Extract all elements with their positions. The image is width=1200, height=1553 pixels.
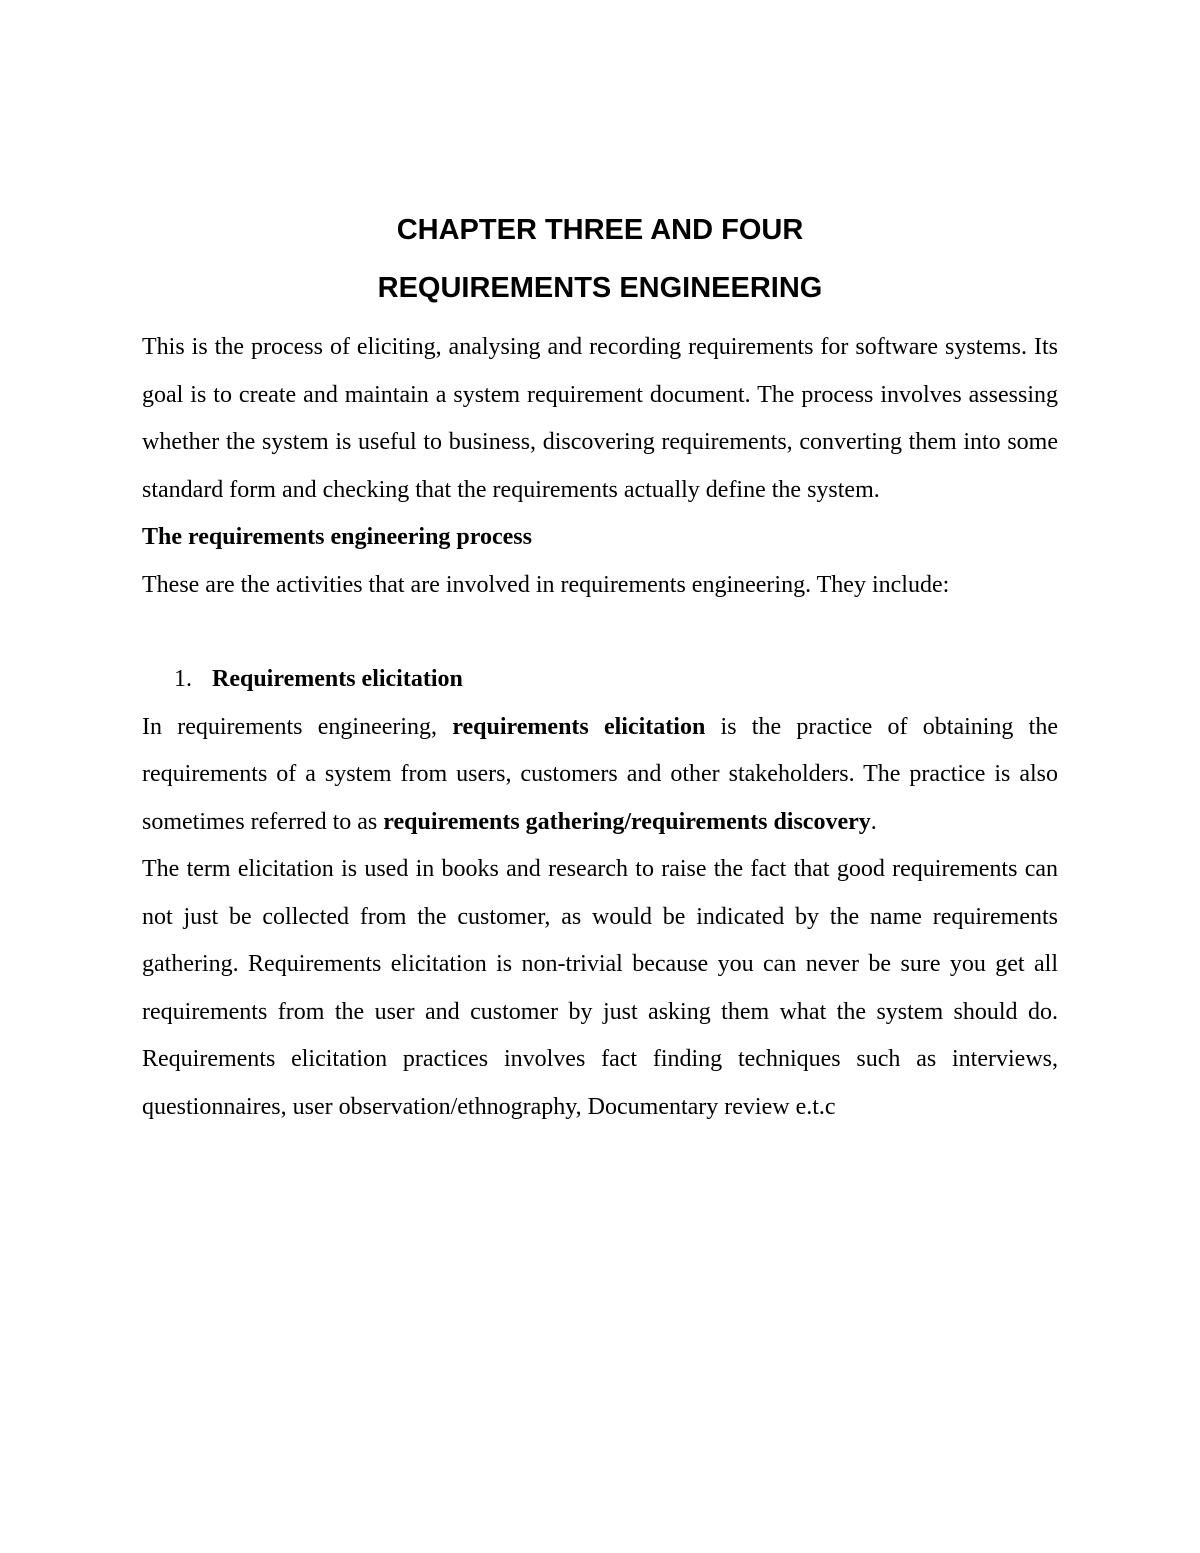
elicitation-text-part1: In requirements engineering, [142,713,453,740]
elicitation-text-part3: . [870,808,877,835]
section-title: REQUIREMENTS ENGINEERING [377,272,823,304]
intro-paragraph: This is the process of eliciting, analysing and recording requirements for software systems. Its goal is to create and maintain a system requirement document. The process involves assessing whether the system is useful to business, discovering requirements, converting them into some standard form and checking that the requirements actually define the system. [142,334,1058,503]
elicitation-text-part2: is the practice of obtaining the requirements of a system from users, customers and other stakeholders. The practice is also sometimes referred to as [142,713,1059,835]
elicitation-bold-term: requirements elicitation [452,713,706,740]
process-paragraph: These are the activities that are involved in requirements engineering. They include: [142,571,950,598]
process-heading: The requirements engineering process [142,524,532,550]
chapter-title: CHAPTER THREE AND FOUR [396,214,804,246]
list-item-number: 1. [174,666,192,692]
elicitation-bold-alt-term: requirements gathering/requirements discovery [383,808,871,835]
document-body [142,208,1058,1131]
term-paragraph: The term elicitation is used in books and research to raise the fact that good requirements can not just be collected from the customer, as would be indicated by the name requirements gathering. Requirements elicitation is non-trivial because you can never be sure you get all requirements from the user and customer by just asking them what the system should do. Requirements elicitation practices involves fact finding techniques such as interviews, questionnaires, user observation/ethnography, Documentary review e.t.c [142,856,1058,1120]
list-item-title: Requirements elicitation [212,666,463,692]
elicitation-paragraph [142,704,1058,847]
list-item-requirements-elicitation [142,656,1058,704]
blank-line [142,609,1058,656]
